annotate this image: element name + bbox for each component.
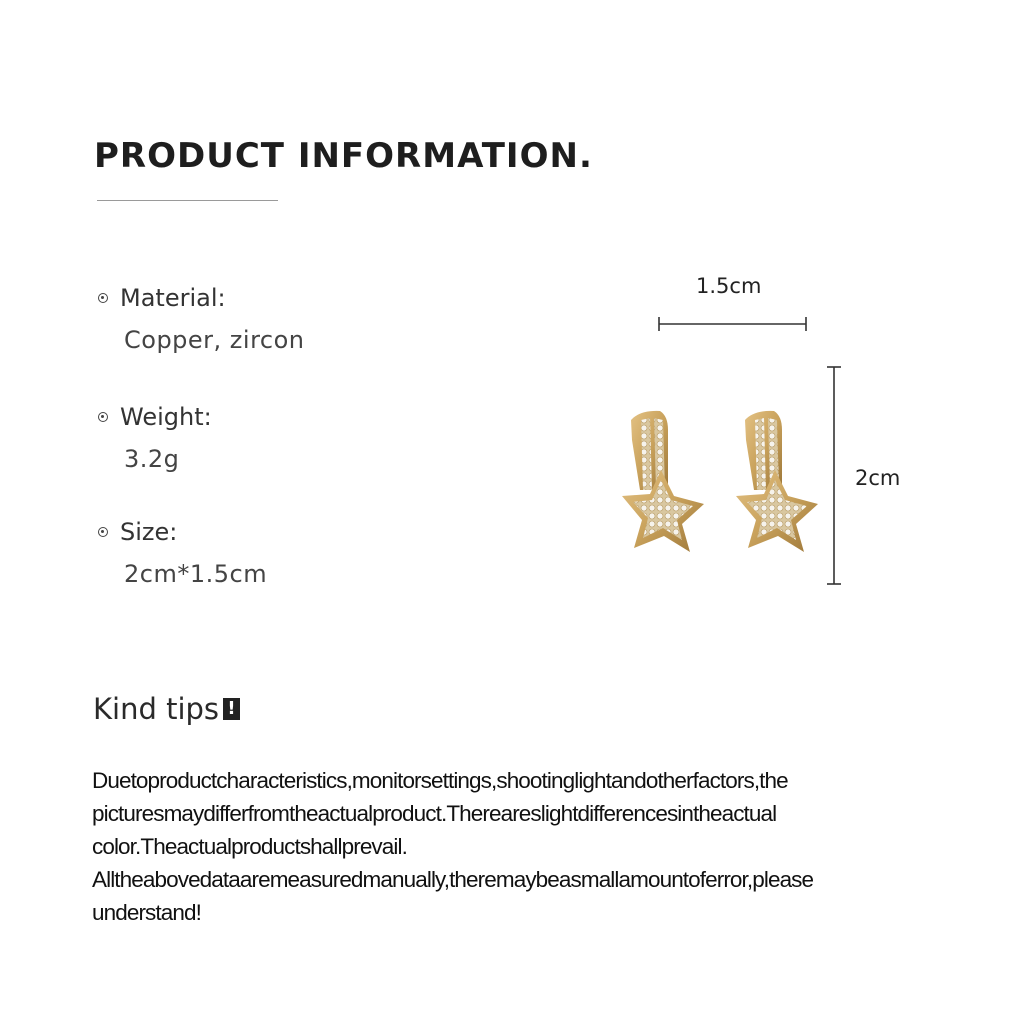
tips-line: picturesmaydifferfromtheactualproduct.Thereareslightdifferencesintheactual — [92, 801, 777, 826]
spec-size — [98, 518, 267, 588]
radio-bullet-icon — [98, 527, 108, 537]
height-dimension-label: 2cm — [855, 466, 901, 490]
width-dimension-label: 1.5cm — [696, 274, 762, 298]
earring-left-image — [622, 411, 704, 552]
kind-tips-heading — [93, 692, 240, 726]
page-title: PRODUCT INFORMATION. — [94, 136, 593, 176]
radio-bullet-icon — [98, 293, 108, 303]
tips-line: understand! — [92, 900, 201, 925]
spec-label: Weight: — [120, 403, 212, 431]
spec-material — [98, 284, 305, 354]
tips-line: Alltheabovedataaremeasuredmanually,theremaybeasmallamountoferror,please — [92, 867, 814, 892]
radio-bullet-icon — [98, 412, 108, 422]
spec-label: Material: — [120, 284, 226, 312]
title-underline — [97, 200, 278, 201]
earring-right-image — [736, 411, 818, 552]
tips-line: color.Theactualproductshallprevail. — [92, 834, 407, 859]
spec-weight — [98, 403, 212, 473]
height-dimension-line — [827, 367, 841, 584]
width-dimension-line — [659, 317, 806, 331]
kind-tips-text — [92, 764, 922, 929]
spec-label: Size: — [120, 518, 178, 546]
spec-value: Copper, zircon — [124, 326, 305, 354]
spec-value: 3.2g — [124, 445, 180, 473]
exclamation-icon: ! — [223, 698, 240, 720]
spec-value: 2cm*1.5cm — [124, 560, 268, 588]
kind-tips-label: Kind tips — [93, 692, 220, 726]
tips-line: Duetoproductcharacteristics,monitorsettings,shootinglightandotherfactors,the — [92, 768, 788, 793]
